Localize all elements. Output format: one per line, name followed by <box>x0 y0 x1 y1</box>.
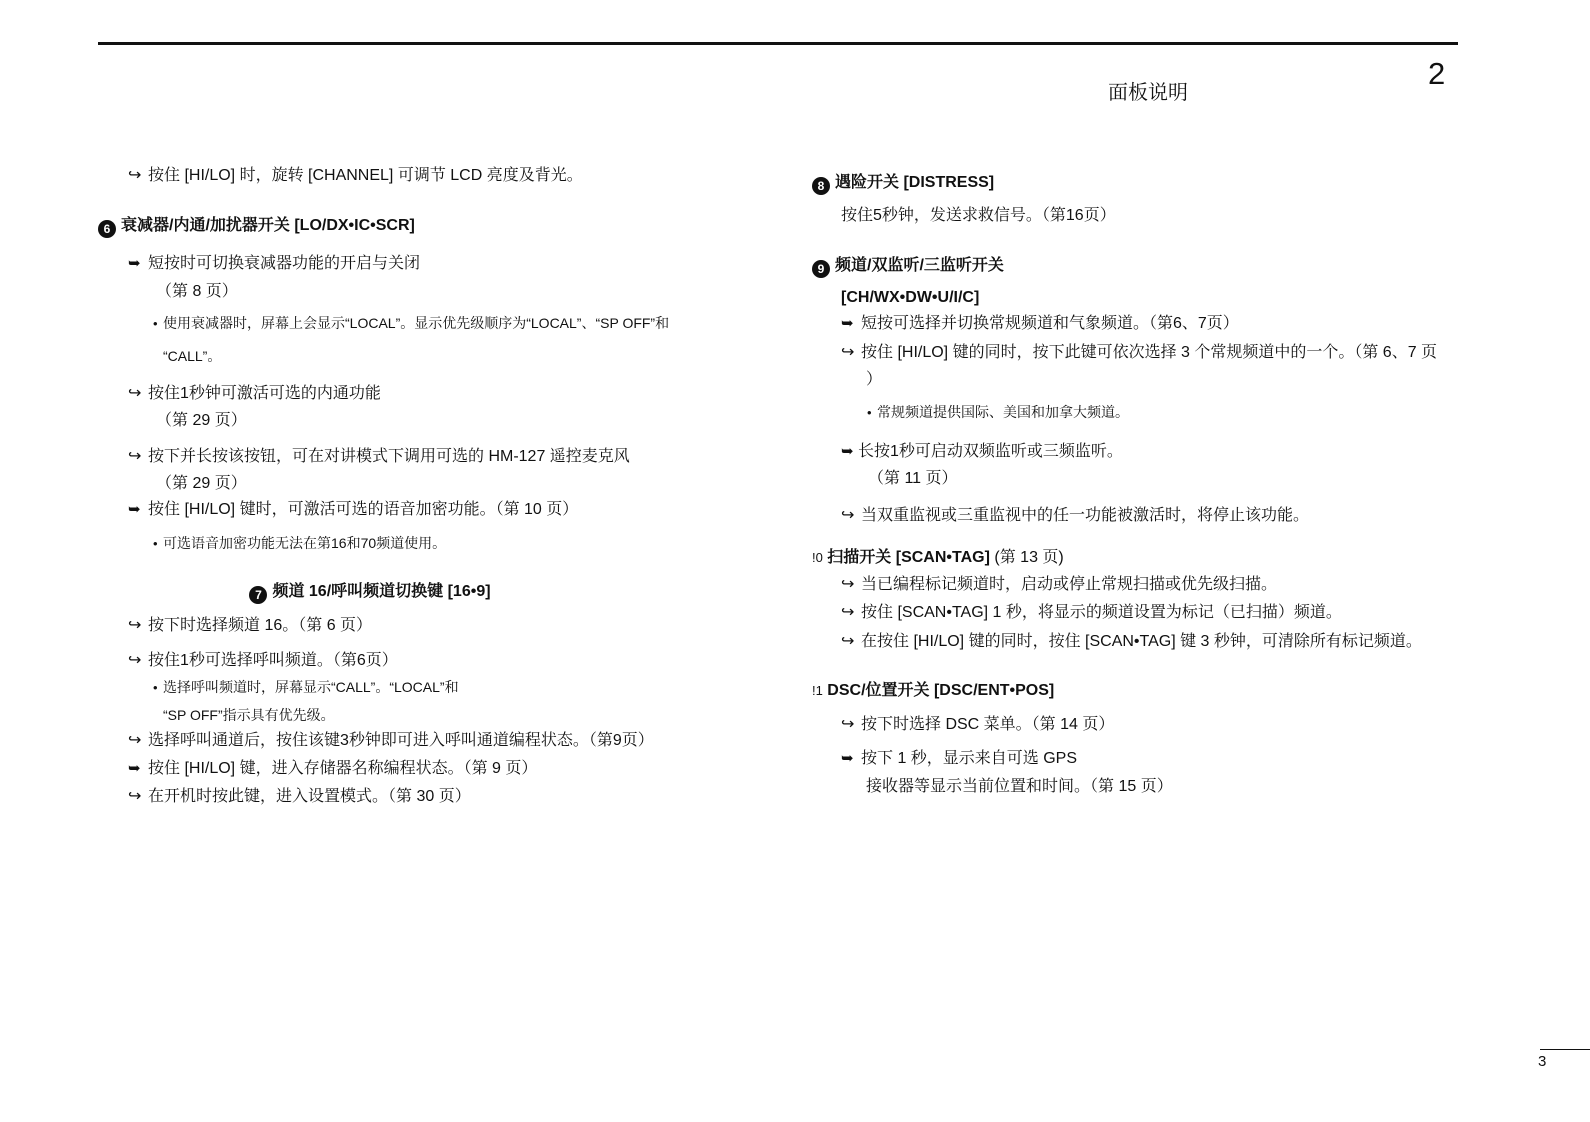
bold-arrow-icon: ➥ <box>128 760 141 777</box>
section-8-heading: 8 遇险开关 [DISTRESS] <box>812 173 994 195</box>
hook-arrow-icon: ↪ <box>841 633 855 650</box>
section-title: 面板说明 <box>1108 82 1188 104</box>
hook-arrow-icon: ↪ <box>128 788 142 805</box>
hook-arrow-icon: ↪ <box>841 507 855 524</box>
section-9-heading-key: [CH/WX•DW•U/I/C] <box>841 289 980 306</box>
note-item-cont: “CALL”。 <box>163 348 222 364</box>
section-10-heading: !0 扫描开关 [SCAN•TAG] (第 13 页) <box>812 549 1064 566</box>
list-item: 按住5秒钟，发送求救信号。（第16页） <box>841 207 1116 224</box>
list-item: ↪ 当已编程标记频道时，启动或停止常规扫描或优先级扫描。 <box>841 576 1278 593</box>
page-number: 3 <box>1538 1053 1547 1070</box>
list-item-ref: （第 8 页） <box>156 283 238 300</box>
list-item: ↪ 在开机时按此键，进入设置模式。（第 30 页） <box>128 788 471 805</box>
chapter-number: 2 <box>1428 56 1446 91</box>
list-item: ➥ 短按时可切换衰减器功能的开启与关闭 <box>128 255 421 272</box>
intro-line: ↪ 按住 [HI/LO] 时，旋转 [CHANNEL] 可调节 LCD 亮度及背光。 <box>128 167 583 184</box>
list-item: ↪ 按住1秒可选择呼叫频道。（第6页） <box>128 652 398 669</box>
footer-rule <box>1540 1049 1590 1050</box>
hook-arrow-icon: ↪ <box>128 385 142 402</box>
circled-number-9-icon: 9 <box>812 260 830 278</box>
bold-arrow-icon: ➥ <box>841 315 854 332</box>
bullet-icon: • <box>867 405 872 420</box>
hook-arrow-icon: ↪ <box>128 652 142 669</box>
list-item-ref: （第 29 页） <box>156 475 247 492</box>
list-item: ➥ 长按1秒可启动双频监听或三频监听。 <box>841 443 1123 460</box>
note-item: • 选择呼叫频道时，屏幕显示“CALL”。“LOCAL”和 <box>153 677 459 698</box>
note-item: • 可选语音加密功能无法在第16和70频道使用。 <box>153 533 446 554</box>
hook-arrow-icon: ↪ <box>128 167 142 184</box>
hook-arrow-icon: ↪ <box>841 716 855 733</box>
circled-number-8-icon: 8 <box>812 177 830 195</box>
bullet-icon: • <box>153 316 158 331</box>
list-item: ↪ 按住 [SCAN•TAG] 1 秒，将显示的频道设置为标记（已扫描）频道。 <box>841 604 1342 621</box>
section-7-heading: 7 频道 16/呼叫频道切换键 [16•9] <box>170 582 570 604</box>
list-item: ➥ 按住 [HI/LO] 键，进入存储器名称编程状态。（第 9 页） <box>128 760 538 777</box>
list-item-cont: 接收器等显示当前位置和时间。（第 15 页） <box>866 778 1173 795</box>
list-item: ↪ 选择呼叫通道后，按住该键3秒钟即可进入呼叫通道编程状态。（第9页） <box>128 732 654 749</box>
hook-arrow-icon: ↪ <box>128 617 142 634</box>
list-item-ref: （第 29 页） <box>156 412 247 429</box>
list-item: ➥ 短按可选择并切换常规频道和气象频道。（第6、7页） <box>841 315 1239 332</box>
bullet-icon: • <box>153 536 158 551</box>
list-item: ↪ 按住 [HI/LO] 键的同时，按下此键可依次选择 3 个常规频道中的一个。（第 6、7 页 <box>841 344 1438 361</box>
hook-arrow-icon: ↪ <box>841 344 855 361</box>
list-item: ↪ 在按住 [HI/LO] 键的同时，按住 [SCAN•TAG] 键 3 秒钟，可清除所有标记频道。 <box>841 633 1422 650</box>
list-item: ➥ 按下 1 秒，显示来自可选 GPS <box>841 750 1078 767</box>
circled-number-6-icon: 6 <box>98 220 116 238</box>
hook-arrow-icon: ↪ <box>128 732 142 749</box>
list-item: ↪ 按下时选择频道 16。（第 6 页） <box>128 617 373 634</box>
list-item-cont: ） <box>866 371 883 388</box>
bold-arrow-icon: ➥ <box>128 501 141 518</box>
note-item: • 使用衰减器时，屏幕上会显示“LOCAL”。显示优先级顺序为“LOCAL”、“SP OFF”和 <box>153 313 669 334</box>
bold-arrow-icon: ➥ <box>128 255 141 272</box>
circled-number-7-icon: 7 <box>249 586 267 604</box>
list-item: ➥ 按住 [HI/LO] 键时，可激活可选的语音加密功能。（第 10 页） <box>128 501 579 518</box>
section-6-heading: 6 衰减器/内通/加扰器开关 [LO/DX•IC•SCR] <box>98 216 415 238</box>
list-item: ↪ 按住1秒钟可激活可选的内通功能 <box>128 385 381 402</box>
bullet-icon: • <box>153 680 158 695</box>
list-item: ↪ 按下时选择 DSC 菜单。（第 14 页） <box>841 716 1115 733</box>
top-rule <box>98 42 1458 45</box>
section-9-heading: 9 频道/双监听/三监听开关 <box>812 256 1004 278</box>
hook-arrow-icon: ↪ <box>841 576 855 593</box>
hook-arrow-icon: ↪ <box>841 604 855 621</box>
note-item: • 常规频道提供国际、美国和加拿大频道。 <box>867 402 1129 423</box>
list-item: ↪ 当双重监视或三重监视中的任一功能被激活时，将停止该功能。 <box>841 507 1310 524</box>
hook-arrow-icon: ↪ <box>128 448 142 465</box>
list-item-ref: （第 11 页） <box>868 470 958 487</box>
list-item: ↪ 按下并长按该按钮，可在对讲模式下调用可选的 HM-127 遥控麦克风 <box>128 448 630 465</box>
section-11-heading: !1 DSC/位置开关 [DSC/ENT•POS] <box>812 682 1055 699</box>
note-item-cont: “SP OFF”指示具有优先级。 <box>163 707 335 723</box>
bold-arrow-icon: ➥ <box>841 443 854 460</box>
bold-arrow-icon: ➥ <box>841 750 854 767</box>
